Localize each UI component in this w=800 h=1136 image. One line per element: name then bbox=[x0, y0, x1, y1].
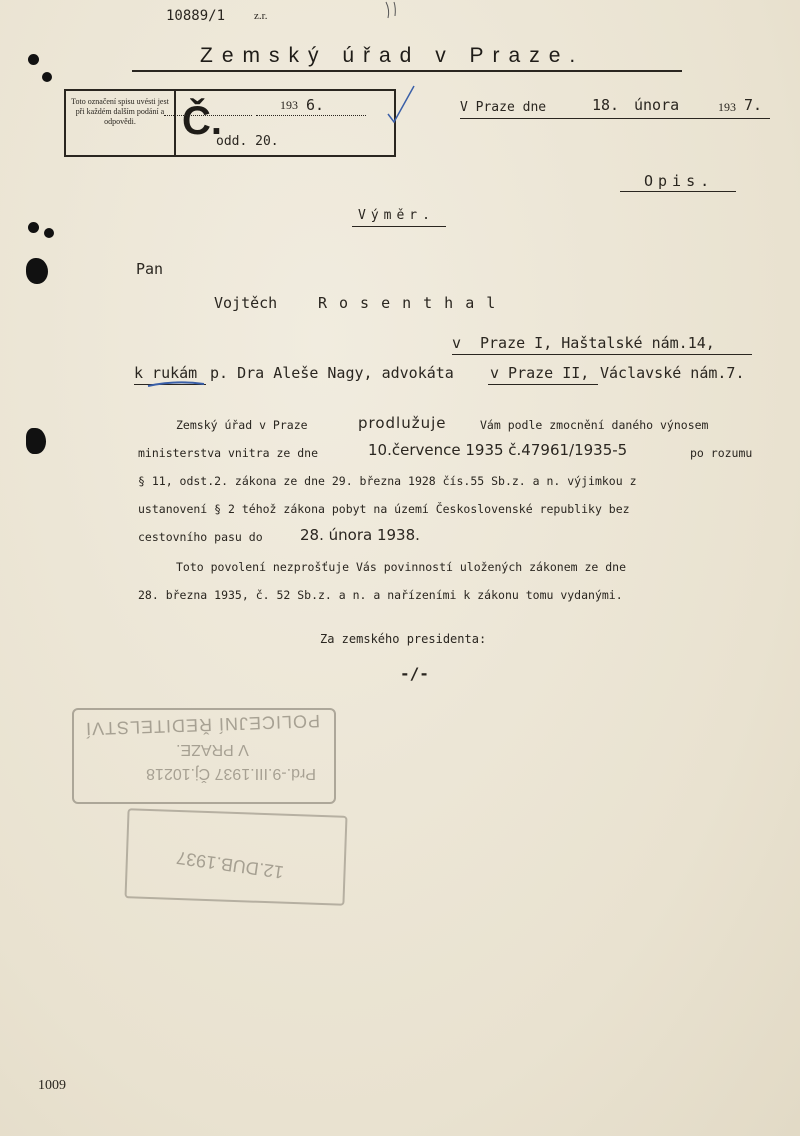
office-title: Zemský úřad v Praze. bbox=[200, 44, 585, 67]
blue-checkmark bbox=[386, 84, 416, 124]
date-underline bbox=[460, 118, 770, 119]
salutation: Pan bbox=[136, 260, 164, 278]
reference-letter: Č. bbox=[182, 99, 222, 143]
punch-hole-2 bbox=[42, 72, 52, 82]
body-p2-line2: 28. března 1935, č. 52 Sb.z. a n. a nařízeními k zákonu tomu vydanými. bbox=[138, 588, 623, 602]
recipient-surname: Rosenthal bbox=[318, 294, 508, 312]
city-underline bbox=[488, 384, 598, 385]
address-line-1-underline bbox=[452, 354, 752, 355]
address-line-2-lawyer: p. Dra Aleše Nagy, advokáta bbox=[210, 364, 454, 382]
reference-department: odd. 20. bbox=[216, 134, 279, 149]
reference-year-digit: 6. bbox=[306, 96, 325, 114]
body-p1-line5-expiry: 28. února 1938. bbox=[300, 526, 420, 544]
body-p2-line1: Toto povolení nezprošťuje Vás povinností uložených zákonem ze dne bbox=[176, 560, 627, 574]
punch-hole-4 bbox=[44, 228, 54, 238]
document-type-underline bbox=[352, 226, 446, 227]
address-line-2-attention: k rukám bbox=[134, 364, 198, 382]
copy-label-underline bbox=[620, 191, 736, 192]
top-scribble-mark bbox=[382, 0, 402, 20]
date-year-prefix: 193 bbox=[718, 100, 736, 114]
reference-note: Toto označení spisu uvésti jest při každém dalším podání a odpovědi. bbox=[71, 97, 169, 126]
date-label: V Praze dne bbox=[460, 100, 547, 115]
punch-hole-6 bbox=[26, 428, 46, 454]
blue-underline-stroke bbox=[146, 378, 206, 388]
body-p1-line3: § 11, odst.2. zákona ze dne 29. března 1928 čís.55 Sb.z. a n. výjimkou z bbox=[138, 474, 637, 488]
address-line-2-street: Václavské nám.7. bbox=[600, 364, 745, 382]
copy-label: Opis. bbox=[644, 172, 715, 190]
punch-hole-3 bbox=[28, 222, 39, 233]
date-month: února bbox=[634, 96, 680, 114]
closing-line: Za zemského presidenta: bbox=[320, 632, 487, 646]
date-year-digit: 7. bbox=[744, 96, 763, 114]
punch-hole-1 bbox=[28, 54, 39, 65]
body-p1-line2-a: ministerstva vnitra ze dne bbox=[138, 446, 319, 460]
stamp-line-3: Prd.-9.III.1937 Čj.10218 bbox=[146, 765, 316, 782]
stamp-line-4: 12.DUB.1937 bbox=[175, 847, 285, 883]
stamp-line-1: POLICEJNÍ ŘEDITELSTVÍ bbox=[84, 710, 321, 740]
reference-number-dotline bbox=[164, 115, 252, 116]
body-p1-line2-decree: 10.července 1935 č.47961/1935-5 bbox=[368, 441, 628, 459]
police-stamp bbox=[66, 700, 350, 910]
body-p1-line1-verb: prodlužuje bbox=[358, 414, 447, 432]
reference-zr-label: z.r. bbox=[254, 10, 268, 22]
document-type: Výměr. bbox=[358, 208, 435, 223]
reference-year-prefix: 193 bbox=[280, 98, 298, 112]
punch-hole-5 bbox=[26, 258, 48, 284]
page-number: 1009 bbox=[38, 1078, 66, 1093]
address-line-2-city: v Praze II, bbox=[490, 364, 590, 382]
signature-mark: -/- bbox=[400, 664, 429, 683]
address-line-1: Praze I, Haštalské nám.14, bbox=[480, 334, 715, 352]
body-p1-line4: ustanovení § 2 téhož zákona pobyt na území Československé republiky bez bbox=[138, 502, 630, 516]
title-underline bbox=[132, 70, 682, 72]
date-day: 18. bbox=[592, 96, 620, 114]
reference-number: 10889/1 bbox=[166, 8, 226, 24]
body-p1-line1-a: Zemský úřad v Praze bbox=[176, 418, 308, 432]
address-prefix: v bbox=[452, 334, 462, 352]
body-p1-line1-c: Vám podle zmocnění daného výnosem bbox=[480, 418, 709, 432]
reference-divider bbox=[174, 91, 176, 155]
body-p1-line2-c: po rozumu bbox=[690, 446, 753, 460]
reference-year-dotline bbox=[256, 115, 366, 116]
stamp-line-2: V PRAZE. bbox=[176, 741, 249, 758]
recipient-first-name: Vojtěch bbox=[214, 294, 278, 312]
body-p1-line5-a: cestovního pasu do bbox=[138, 530, 263, 544]
